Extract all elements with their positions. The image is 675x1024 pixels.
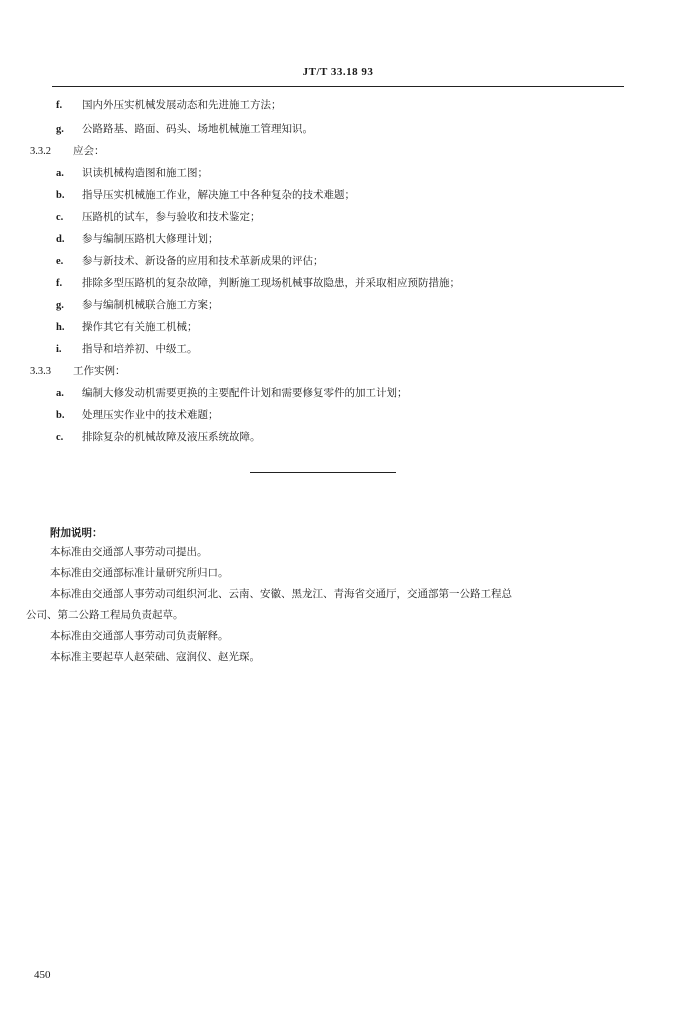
item-marker: f. [56, 100, 63, 111]
item-text: 参与编制机械联合施工方案； [82, 299, 219, 311]
item-marker: g. [56, 300, 64, 311]
item-marker: d. [56, 234, 65, 245]
note-line: 本标准主要起草人赵荣础、寇润仪、赵光琛。 [50, 651, 260, 663]
item-marker: c. [56, 432, 64, 443]
item-marker: c. [56, 212, 64, 223]
item-marker: a. [56, 168, 64, 179]
item-text: 编制大修发动机需要更换的主要配件计划和需要修复零件的加工计划； [82, 387, 408, 399]
item-marker: h. [56, 322, 65, 333]
item-text: 识读机械构造图和施工图； [82, 167, 208, 179]
item-text: 排除复杂的机械故障及液压系统故障。 [82, 431, 261, 443]
item-marker: b. [56, 410, 65, 421]
header-rule [52, 86, 624, 87]
item-text: 排除多型压路机的复杂故障，判断施工现场机械事故隐患，并采取相应预防措施； [82, 277, 460, 289]
section-title: 应会： [73, 145, 105, 157]
note-line: 本标准由交通部人事劳动司组织河北、云南、安徽、黑龙江、青海省交通厅，交通部第一公路工程总 [50, 588, 512, 600]
item-text: 操作其它有关施工机械； [82, 321, 198, 333]
note-line: 本标准由交通部标准计量研究所归口。 [50, 567, 229, 579]
end-of-text-rule [250, 472, 396, 473]
note-line: 公司、第二公路工程局负责起草。 [26, 609, 184, 621]
note-line: 本标准由交通部人事劳动司提出。 [50, 546, 208, 558]
item-text: 指导和培养初、中级工。 [82, 343, 198, 355]
item-marker: b. [56, 190, 65, 201]
item-marker: i. [56, 344, 62, 355]
item-marker: g. [56, 124, 64, 135]
item-marker: f. [56, 278, 63, 289]
item-text: 压路机的试车，参与验收和技术鉴定； [82, 211, 261, 223]
section-number: 3.3.2 [30, 146, 51, 157]
item-marker: e. [56, 256, 64, 267]
section-number: 3.3.3 [30, 366, 51, 377]
item-text: 国内外压实机械发展动态和先进施工方法； [82, 99, 282, 111]
item-text: 参与新技术、新设备的应用和技术革新成果的评估； [82, 255, 324, 267]
notes-title: 附加说明： [50, 527, 103, 539]
item-text: 处理压实作业中的技术难题； [82, 409, 219, 421]
item-text: 参与编制压路机大修理计划； [82, 233, 219, 245]
standard-code-header: JT/T 33.18 93 [302, 66, 374, 78]
item-text: 指导压实机械施工作业，解决施工中各种复杂的技术难题； [82, 189, 355, 201]
note-line: 本标准由交通部人事劳动司负责解释。 [50, 630, 229, 642]
item-marker: a. [56, 388, 64, 399]
section-title: 工作实例： [73, 365, 126, 377]
item-text: 公路路基、路面、码头、场地机械施工管理知识。 [82, 123, 313, 135]
page-number: 450 [34, 969, 51, 981]
